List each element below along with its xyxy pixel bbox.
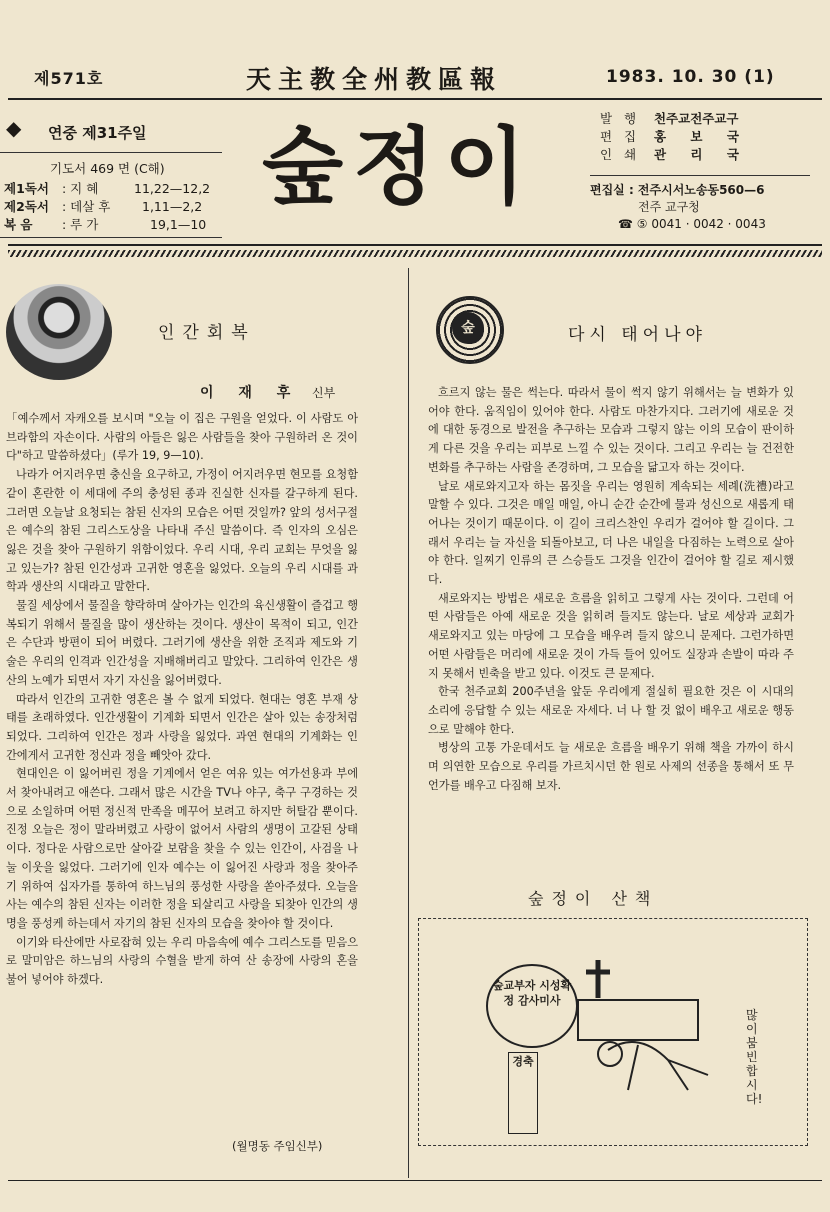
first-reading-book: : 지 혜	[62, 181, 99, 196]
article2-paragraph: 흐르지 않는 물은 썩는다. 따라서 물이 썩지 않기 위해서는 늘 변화가 있어야 한다. 움직임이 있어야 한다. 사람도 마찬가지다. 그러기에 새로운 것에 대한 동경으로 발전을 추구하는 모습과 그렇지 않는 이의 모습이 판이하게 다른 것을 우리는 피부로 느낄 수 있는 것이다. 그리고 우리는 늘 건전한 변화를 추구하는 사람을 존경하며, 그 모습을 닮고자 하는 것이다.	[428, 386, 794, 474]
article1-body	[6, 410, 358, 990]
gospel-label: 복 음	[4, 217, 33, 232]
article2-paragraph: 날로 새로와지고자 하는 몸짓을 우리는 영원히 계속되는 세례(洗禮)라고 말할 수 있다. 그것은 매일 매일, 아니 순간 순간에 물과 성신으로 새롭게 태어나는 것이기 때문이다. 이 길이 크리스찬인 우리가 걸어야 할 길이다. 그래서 우리는 늘 자신을 되돌아보고, 더 나은 내일을 다짐하는 노력으로 살아야 한다. 일찌기 인류의 큰 스승들도 그것을 인간이 걸어야 할 길로 제시했다.	[428, 479, 794, 587]
first-reading-ref: 11,22—12,2	[134, 181, 211, 196]
editor-label: 편 집	[600, 129, 641, 144]
publisher-label: 발 행	[600, 111, 641, 126]
editor-value: 홍 보 국	[653, 129, 749, 144]
column-logo-mark: 숲	[452, 312, 484, 344]
publication-name: 天主教全州教區報	[246, 65, 503, 94]
liturgical-week: 연중 제31주일	[48, 124, 147, 142]
figure-head	[598, 1042, 622, 1066]
gospel-book: : 루 가	[62, 217, 99, 232]
article1-paragraph: 이기와 타산에만 사로잡혀 있는 우리 마음속에 예수 그리스도를 믿음으로 말미암은 하느님의 사랑의 수혈을 받게 하여 산 송장에 사랑의 혼을 불어 넣어야 하겠다.	[6, 935, 358, 987]
second-reading-book: : 데살 후	[62, 199, 111, 214]
footer-rule	[8, 1180, 822, 1181]
article1-paragraph: 물질 세상에서 물질을 향락하며 살아가는 인간의 육신생활이 즐겁고 행복되기 위해서 물질을 많이 생산하는 것이다. 생산이 목적이 되고, 인간은 수단과 방편이 되어 버렸다. 그러기에 생산을 위한 조직과 제도와 기술은 우리의 인격과 인간성을 지배해버리고 말았다. 그리하여 인간은 생산의 노예가 되면서 자기 자신을 잃어버렸다.	[6, 599, 358, 687]
bullet-icon: ◆	[6, 116, 22, 140]
article2-paragraph: 한국 천주교회 200주년을 앞둔 우리에게 절실히 필요한 것은 이 시대의 소리에 응답할 수 있는 새로운 자세다. 너 나 할 것 없이 배우고 새로운 행동으로 말해야 한다.	[428, 685, 794, 736]
column-divider	[408, 268, 409, 1178]
editorial-office	[590, 182, 766, 233]
gospel-ref: 19,1—10	[150, 217, 207, 232]
printer-label: 인 쇄	[600, 147, 641, 162]
publisher-value: 천주교전주교구	[653, 111, 739, 126]
cartoon-ribbon: 경축	[508, 1052, 538, 1134]
office-phone: ☎ ⑤ 0041 · 0042 · 0043	[618, 217, 766, 231]
printer-value: 관 리 국	[653, 147, 749, 162]
office-building: 전주 교구청	[638, 200, 700, 214]
hymn-page: 기도서 469 면 (C해)	[50, 161, 165, 176]
second-reading-label: 제2독서	[4, 199, 49, 214]
article2-body	[428, 384, 794, 795]
article2-paragraph: 새로와지는 방법은 새로운 흐름을 읽히고 그렇게 사는 것이다. 그런데 어떤 사람들은 아예 새로운 것을 읽히려 들지도 않는다. 날로 세상과 교회가 새로와지고 있는 마당에 그 모습을 배우려 들지 않으니 문제다. 그런가하면 어떤 사람들은 머리에 새로운 것이 가득 들어 있어도 실장과 손발이 따라 주지 못해서 빈축을 받고 있다. 이것도 큰 문제다.	[428, 591, 794, 680]
article1-paragraph: 나라가 어지러우면 충신을 요구하고, 가정이 어지러우면 현모를 요청함 같이 혼란한 이 세대에 주의 충성된 종과 진실한 신자를 갈구하게 된다. 그러면 오늘날 요청되는 참된 신자의 모습은 어떤 것일까? 앞의 성서구절은 예수의 참된 그리스도상을 나타내 주신 말씀이다. 즉 인자의 오심은 잃은 것을 찾아 구원하기 위함이었다. 우리 시대, 우리 교회는 무엇을 잃고 있는가? 참된 인간성과 고귀한 영혼을 잃었다. 오늘의 우리 시대를 과학과 생산의 시대라고 말한다.	[6, 468, 358, 594]
readings-box	[0, 152, 222, 238]
issue-number: 제571호	[34, 69, 104, 88]
publisher-info	[600, 110, 749, 164]
second-reading-ref: 1,11—2,2	[142, 199, 203, 214]
cartoon-drawing	[568, 950, 738, 1110]
cartoon-side-text: 많이 붐빈합시다!	[746, 1008, 763, 1106]
masthead-title: 숲정이	[262, 118, 536, 216]
article2-paragraph: 병상의 고통 가운데서도 늘 새로운 흐름을 배우기 위해 책을 가까이 하시며 의연한 모습으로 우리를 가르치시던 한 원로 사제의 선종을 통해서 또 무언가를 배우고 다짐해 보자.	[428, 741, 794, 792]
coffin-shape	[578, 1000, 698, 1040]
figure-body	[608, 1042, 708, 1090]
article1-paragraph: 현대인은 이 잃어버린 정을 기계에서 얻은 여유 있는 여가선용과 부에서 찾아내려고 애쓴다. 그래서 많은 시간을 TV나 야구, 축구 구경하는 것으로 소일하며 어떤 정신적 만족을 메꾸어 보려고 하지만 허탈감 뿐이다. 진정 오늘은 정이 말라버렸고 사랑이 없어서 사람의 생명이 고갈된 상태이다. 정다운 사람으로만 살아갈 보람을 찾을 수 있는 인간이, 사검을 나눌 이웃을 잃었다. 그러기에 인자 예수는 이 잃어진 사랑과 정을 찾아주기 위하여 십자가를 통하여 하느님의 풍성한 사랑을 쏟아주셨다. 오늘을 사는 예수의 참된 신자는 이러한 정을 되살리고 사랑을 되찾아 인간의 생명을 풍성케 하는데서 자기의 참된 신자의 모습을 찾아야 할 것이다.	[6, 767, 358, 930]
article1-author-title: 신부	[312, 386, 336, 400]
masthead-hatch	[8, 250, 822, 257]
cross-icon	[586, 960, 610, 998]
cartoon-wreath: 숲교부자 시성확정 감사미사	[486, 964, 578, 1048]
article1-paragraph: 「예수께서 자캐오를 보시며 "오늘 이 집은 구원을 얻었다. 이 사람도 아브라함의 자손이다. 사람의 아들은 잃은 사람들을 찾아 구원하러 온 것이다"하고 말씀하셨다」(루가 19, 9—10).	[6, 412, 358, 463]
article1-author: 이 재 후	[200, 385, 301, 401]
publisher-divider	[590, 175, 810, 176]
cartoon-heading: 숲정이 산책	[528, 889, 659, 908]
masthead-rule	[8, 244, 822, 246]
first-reading-label: 제1독서	[4, 181, 49, 196]
article1-signature: (월명동 주임신부)	[232, 1139, 323, 1153]
header-rule	[8, 98, 822, 100]
issue-date: 1983. 10. 30 (1)	[606, 67, 775, 87]
office-address: 편집실 : 전주시서노송동560—6	[590, 183, 765, 197]
article1-title: 인간회복	[158, 323, 256, 343]
article2-title: 다시 태어나야	[568, 325, 707, 345]
article1-paragraph: 따라서 인간의 고귀한 영혼은 볼 수 없게 되었다. 현대는 영혼 부재 상태를 초래하였다. 인간생활이 기계화 되면서 인간은 살아 있는 송장처럼 되었다. 그리하여 인간은 정과 사랑을 잃었다. 과연 현대의 기계화는 인간에게서 고귀한 정신과 정을 빼앗아 갔다.	[6, 692, 358, 762]
author-photo	[6, 284, 112, 380]
